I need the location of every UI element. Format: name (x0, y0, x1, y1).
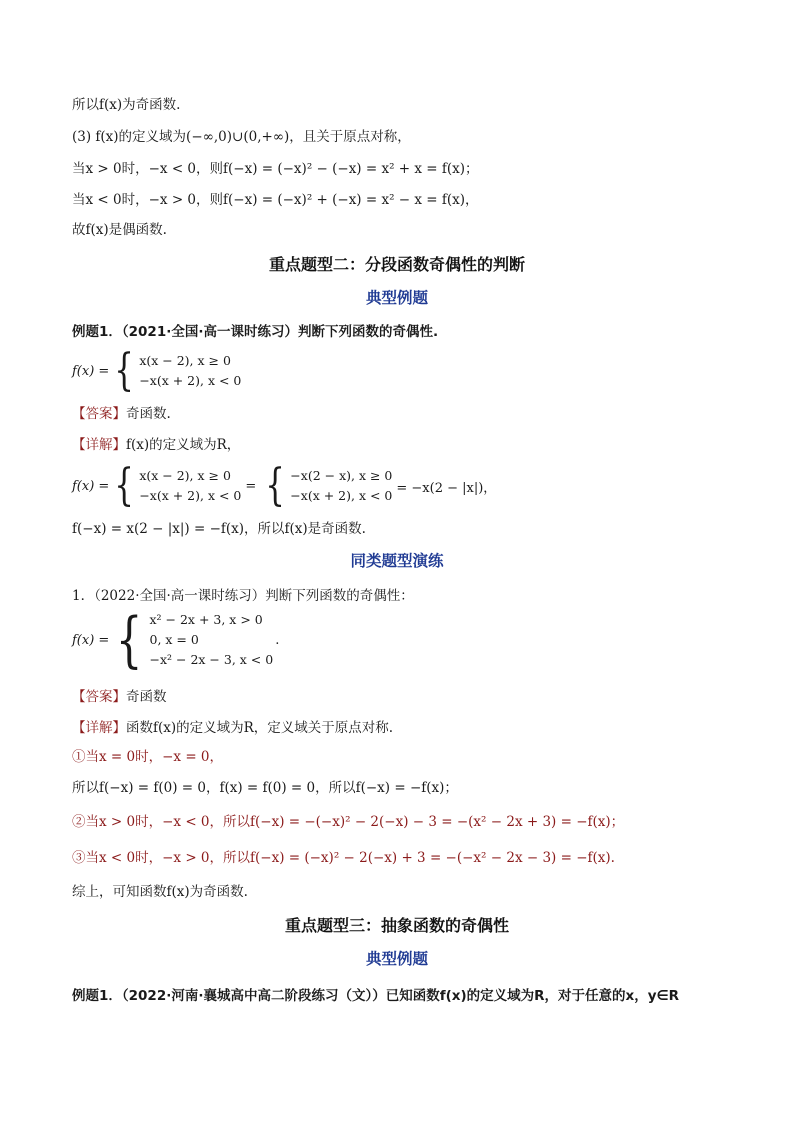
section-heading: 重点题型二：分段函数奇偶性的判断 (268, 255, 525, 274)
case-line: x(x − 2), x ≥ 0 (139, 353, 231, 368)
piecewise-derivation (72, 460, 497, 511)
function-lhs: f(x) = (72, 632, 110, 648)
section-subheading: 典型例题 (365, 289, 428, 307)
piecewise-function (72, 605, 280, 675)
answer-tag: 【答案】 (72, 689, 126, 705)
section-subheading: 同类题型演练 (350, 552, 444, 570)
case-item: ①当x = 0时，−x = 0， (72, 749, 224, 765)
case-line: −x(2 − x), x ≥ 0 (290, 468, 393, 483)
answer-tag: 【答案】 (72, 406, 126, 422)
function-lhs: f(x) = (72, 478, 110, 494)
answer-text: 奇函数 (126, 689, 167, 705)
detail-tag: 【详解】 (72, 437, 126, 453)
case-line: x² − 2x + 3, x > 0 (149, 612, 263, 627)
answer-line (72, 686, 734, 708)
case-line: −x(x + 2), x < 0 (139, 373, 242, 388)
case-line: −x² − 2x − 3, x < 0 (149, 652, 274, 667)
case-line: x(x − 2), x ≥ 0 (139, 468, 231, 483)
section-heading: 重点题型三：抽象函数的奇偶性 (284, 916, 509, 935)
example-title: 例题1．（2022·河南·襄城高中高二阶段练习（文））已知函数f(x)的定义域为R，对于任意的x，y∈R (72, 988, 680, 1004)
text-line: 所以f(−x) = f(0) = 0，f(x) = f(0) = 0，所以f(−x) = −f(x)； (72, 780, 458, 796)
case-item: ②当x > 0时，−x < 0，所以f(−x) = −(−x)² − 2(−x) − 3 = −(x² − 2x + 3) = −f(x)； (72, 814, 625, 830)
brace-symbol: { (265, 460, 286, 511)
brace-symbol: { (114, 460, 135, 511)
detail-tag: 【详解】 (72, 720, 126, 736)
derivation-rhs: = −x(2 − |x|)， (396, 480, 497, 496)
text-line: 故f(x)是偶函数. (72, 222, 167, 238)
brace-symbol: { (116, 605, 143, 675)
period-mark: . (275, 632, 280, 648)
section-subheading: 典型例题 (365, 950, 428, 968)
text-line: 当x > 0时，−x < 0，则f(−x) = (−x)² − (−x) = x² + x = f(x)； (72, 161, 479, 177)
detail-text: f(x)的定义域为R， (126, 437, 241, 453)
case-line: −x(x + 2), x < 0 (290, 488, 393, 503)
equals-sign: = (245, 478, 257, 494)
detail-text: 函数f(x)的定义域为R，定义域关于原点对称. (126, 720, 394, 736)
function-lhs: f(x) = (72, 363, 110, 379)
piecewise-function (72, 345, 242, 396)
answer-line (72, 403, 734, 425)
case-line: 0, x = 0 (149, 632, 199, 647)
text-line: 综上，可知函数f(x)为奇函数. (72, 884, 248, 900)
detail-line (72, 717, 734, 739)
text-line: f(−x) = x(2 − |x|) = −f(x)，所以f(x)是奇函数. (72, 521, 366, 537)
brace-symbol: { (114, 345, 135, 396)
answer-text: 奇函数. (126, 406, 171, 422)
example-title: 例题1．（2021·全国·高一课时练习）判断下列函数的奇偶性. (72, 324, 439, 340)
case-item: ③当x < 0时，−x > 0，所以f(−x) = (−x)² − 2(−x) + 3 = −(−x² − 2x − 3) = −f(x). (72, 850, 615, 866)
exercise-title: 1．（2022·全国·高一课时练习）判断下列函数的奇偶性： (72, 588, 414, 604)
text-line: 当x < 0时，−x > 0，则f(−x) = (−x)² + (−x) = x² − x = f(x)， (72, 192, 479, 208)
text-line: 所以f(x)为奇函数. (72, 97, 181, 113)
text-line: (3) f(x)的定义域为(−∞,0)∪(0,+∞)，且关于原点对称， (72, 129, 411, 145)
case-line: −x(x + 2), x < 0 (139, 488, 242, 503)
detail-line (72, 434, 734, 456)
